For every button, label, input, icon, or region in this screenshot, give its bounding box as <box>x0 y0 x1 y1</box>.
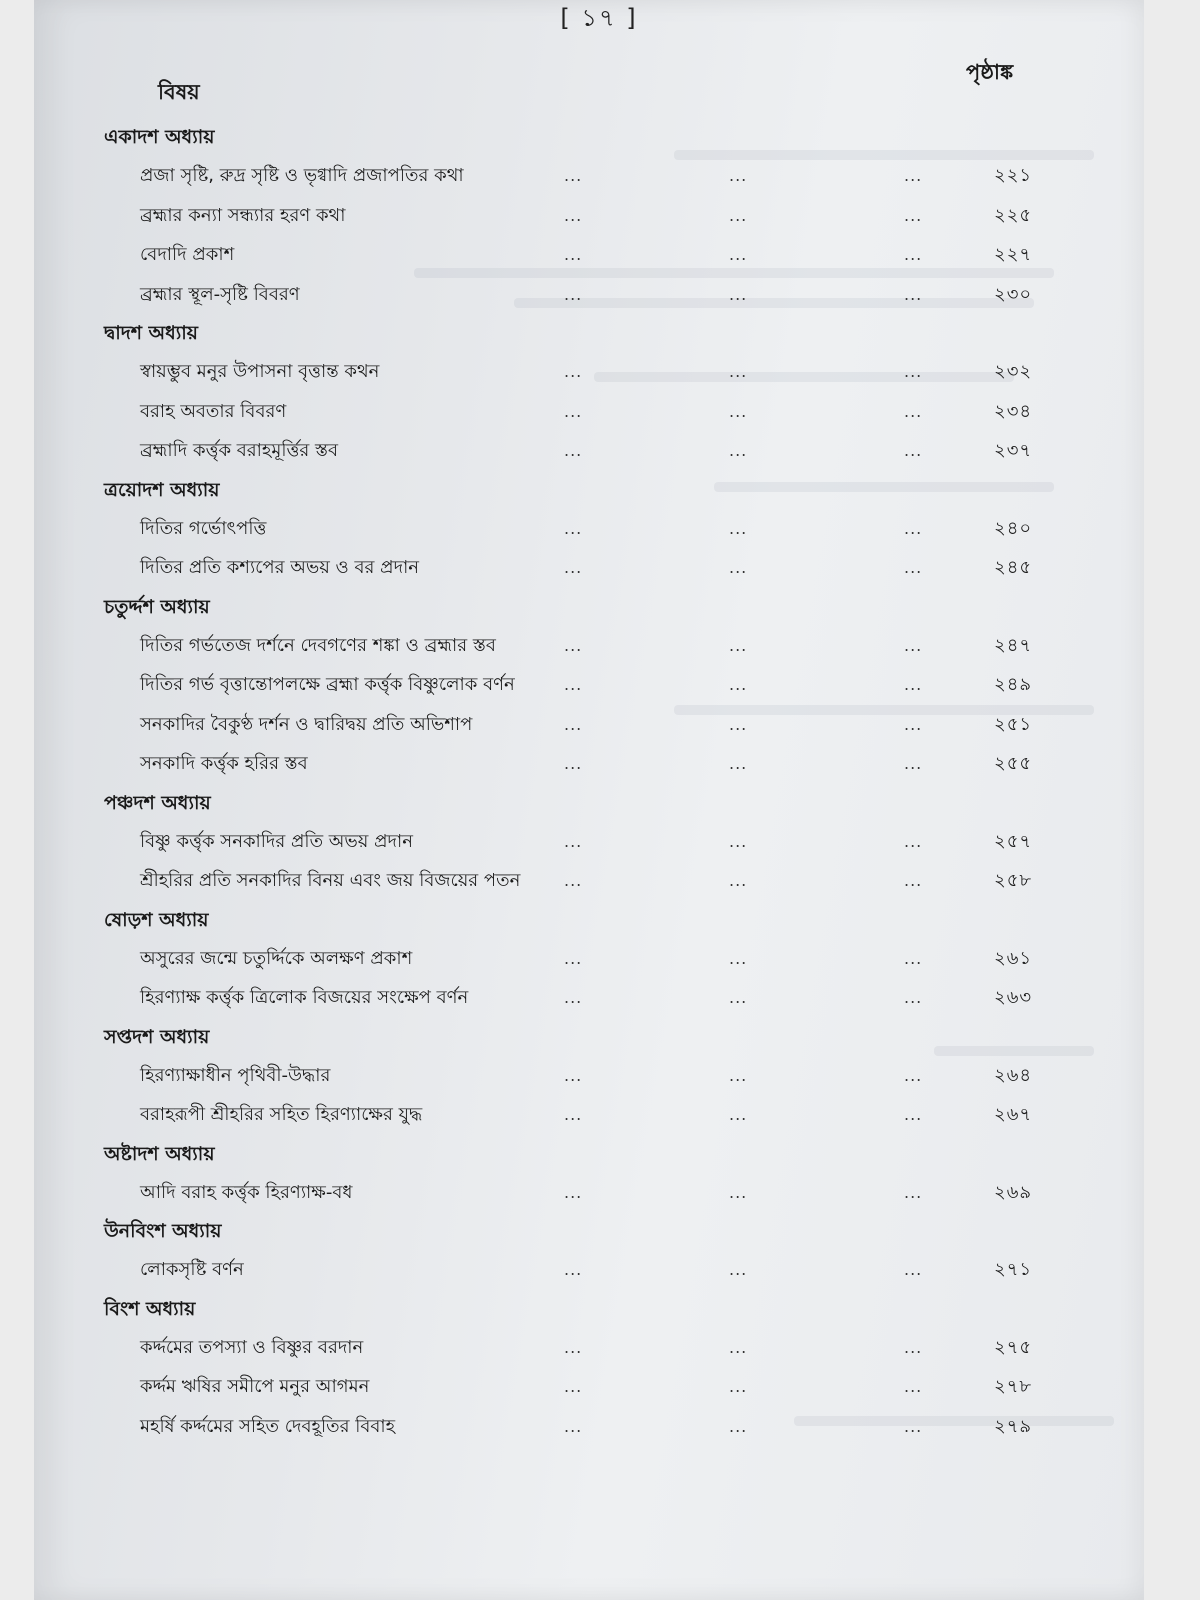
toc-entry <box>74 939 1114 979</box>
leader-dots: ... <box>904 754 923 773</box>
entry-page-number: ২৫৮ <box>994 870 1033 891</box>
entry-page-number: ২৬৯ <box>994 1181 1033 1203</box>
entry-page-number: ২৩০ <box>994 283 1033 305</box>
toc-entry <box>74 1407 1114 1447</box>
chapter-title: সপ্তদশ অধ্যায় <box>104 1025 210 1048</box>
leader-dots: ... <box>904 1377 923 1396</box>
toc-entry <box>74 156 1114 196</box>
entry-page-number: ২৭৯ <box>994 1415 1033 1437</box>
leader-dots: ... <box>564 401 583 421</box>
entry-title: শ্রীহরির প্রতি সনকাদির বিনয় এবং জয় বিজয়ের পতন <box>140 870 521 891</box>
leader-dots: ... <box>904 1182 923 1202</box>
entry-page-number: ২৫৫ <box>994 753 1033 774</box>
page-number: [ ১৭ ] <box>560 4 638 32</box>
leader-dots: ... <box>904 1416 923 1436</box>
leader-dots: ... <box>904 401 923 421</box>
leader-dots: ... <box>729 948 748 968</box>
leader-dots: ... <box>729 245 748 264</box>
entry-page-number: ২৪০ <box>994 517 1033 539</box>
toc-entry <box>74 744 1114 784</box>
entry-title: বরাহ অবতার বিবরণ <box>140 400 287 422</box>
entry-title: ব্রহ্মাদি কর্ত্তৃক বরাহমূর্ত্তির স্তব <box>140 440 338 461</box>
entry-page-number: ২৪৭ <box>994 634 1033 656</box>
chapter-title: উনবিংশ অধ্যায় <box>104 1220 222 1242</box>
toc-entry <box>74 548 1114 588</box>
toc-entry <box>74 235 1114 275</box>
leader-dots: ... <box>729 1105 748 1124</box>
chapter-section <box>74 1212 1114 1290</box>
chapter-title: ত্রয়োদশ অধ্যায় <box>104 478 220 501</box>
entry-title: বেদাদি প্রকাশ <box>140 244 235 265</box>
entry-page-number: ২৫৭ <box>994 830 1033 852</box>
leader-dots: ... <box>904 518 923 538</box>
entry-title: সনকাদি কর্ত্তৃক হরির স্তব <box>140 753 308 774</box>
leader-dots: ... <box>904 1065 923 1085</box>
chapter-title: বিংশ অধ্যায় <box>104 1297 196 1320</box>
chapter-section <box>74 784 1114 901</box>
leader-dots: ... <box>564 714 583 734</box>
toc-entry <box>74 822 1114 862</box>
entry-page-number: ২৩৭ <box>994 440 1033 461</box>
chapter-title: দ্বাদশ অধ্যায় <box>104 322 198 344</box>
toc-entry <box>74 196 1114 236</box>
leader-dots: ... <box>729 441 748 460</box>
leader-dots: ... <box>904 1260 923 1279</box>
toc-entry <box>74 1095 1114 1135</box>
toc-entry <box>74 275 1114 315</box>
chapter-section <box>74 901 1114 1018</box>
entry-page-number: ২৭৫ <box>994 1336 1033 1358</box>
leader-dots: ... <box>729 1377 748 1396</box>
chapter-section <box>74 471 1114 588</box>
leader-dots: ... <box>904 948 923 968</box>
entry-page-number: ২৩২ <box>994 361 1033 382</box>
entry-page-number: ২৬৩ <box>994 987 1033 1008</box>
toc-entry <box>74 509 1114 549</box>
entry-title: দিতির প্রতি কশ্যপের অভয় ও বর প্রদান <box>140 557 420 578</box>
leader-dots: ... <box>564 1260 583 1279</box>
leader-dots: ... <box>564 245 583 264</box>
leader-dots: ... <box>564 675 583 694</box>
leader-dots: ... <box>564 948 583 968</box>
toc-entry <box>74 431 1114 471</box>
leader-dots: ... <box>729 1337 748 1357</box>
entry-page-number: ২৬১ <box>994 947 1033 969</box>
leader-dots: ... <box>564 1065 583 1085</box>
leader-dots: ... <box>564 871 583 890</box>
leader-dots: ... <box>904 1105 923 1124</box>
toc-entry <box>74 861 1114 901</box>
chapter-section <box>74 118 1114 314</box>
entry-title: ব্রহ্মার স্থূল-সৃষ্টি বিবরণ <box>140 283 300 305</box>
leader-dots: ... <box>729 871 748 890</box>
chapter-title: পঞ্চদশ অধ্যায় <box>104 791 211 814</box>
entry-page-number: ২২৫ <box>994 204 1033 226</box>
entry-page-number: ২৭৮ <box>994 1376 1033 1397</box>
entry-title: কর্দ্দম ঋষির সমীপে মনুর আগমন <box>140 1376 370 1397</box>
toc-entry <box>74 1173 1114 1213</box>
leader-dots: ... <box>904 871 923 890</box>
leader-dots: ... <box>564 362 583 381</box>
leader-dots: ... <box>904 362 923 381</box>
leader-dots: ... <box>729 635 748 655</box>
toc-entry <box>74 1250 1114 1290</box>
leader-dots: ... <box>904 714 923 734</box>
leader-dots: ... <box>729 1260 748 1279</box>
leader-dots: ... <box>904 284 923 304</box>
leader-dots: ... <box>904 1337 923 1357</box>
entry-title: অসুরের জন্মে চতুর্দ্দিকে অলক্ষণ প্রকাশ <box>140 947 413 969</box>
leader-dots: ... <box>564 1182 583 1202</box>
toc-entry <box>74 978 1114 1018</box>
leader-dots: ... <box>729 166 748 185</box>
toc-entry <box>74 1367 1114 1407</box>
entry-title: লোকসৃষ্টি বর্ণন <box>140 1259 244 1280</box>
subject-column-header: বিষয় <box>158 80 200 104</box>
leader-dots: ... <box>564 988 583 1007</box>
leader-dots: ... <box>904 166 923 185</box>
entry-title: প্রজা সৃষ্টি, রুদ্র সৃষ্টি ও ভৃগ্বাদি প্রজাপতির কথা <box>140 165 464 186</box>
entry-title: সনকাদির বৈকুণ্ঠ দর্শন ও দ্বারিদ্বয় প্রতি অভিশাপ <box>140 713 473 735</box>
leader-dots: ... <box>564 166 583 185</box>
entry-title: স্বায়ম্ভুব মনুর উপাসনা বৃত্তান্ত কথন <box>140 361 380 382</box>
table-of-contents <box>74 118 1114 1446</box>
entry-title: হিরণ্যাক্ষ কর্ত্তৃক ত্রিলোক বিজয়ের সংক্ষেপ বর্ণন <box>140 987 469 1008</box>
entry-page-number: ২৩৪ <box>994 400 1033 422</box>
entry-page-number: ২৭১ <box>994 1259 1033 1280</box>
leader-dots: ... <box>564 1377 583 1396</box>
entry-page-number: ২৪৫ <box>994 557 1033 578</box>
entry-title: বিষ্ণু কর্ত্তৃক সনকাদির প্রতি অভয় প্রদান <box>140 830 413 852</box>
entry-title: দিতির গর্ভোৎপত্তি <box>140 517 267 539</box>
page-column-header: পৃষ্ঠাঙ্ক <box>966 60 1014 84</box>
entry-title: আদি বরাহ কর্ত্তৃক হিরণ্যাক্ষ-বধ <box>140 1181 353 1203</box>
chapter-section <box>74 1135 1114 1213</box>
toc-entry <box>74 665 1114 705</box>
chapter-title: একাদশ অধ্যায় <box>104 126 215 148</box>
toc-entry <box>74 1056 1114 1096</box>
leader-dots: ... <box>904 441 923 460</box>
entry-page-number: ২৬৪ <box>994 1064 1033 1086</box>
entry-title: ব্রহ্মার কন্যা সন্ধ্যার হরণ কথা <box>140 204 346 226</box>
leader-dots: ... <box>729 754 748 773</box>
chapter-title: চতুর্দ্দশ অধ্যায় <box>104 595 210 618</box>
leader-dots: ... <box>564 1416 583 1436</box>
entry-page-number: ২২১ <box>994 165 1033 186</box>
entry-title: হিরণ্যাক্ষাধীন পৃথিবী-উদ্ধার <box>140 1064 331 1086</box>
toc-entry <box>74 626 1114 666</box>
leader-dots: ... <box>729 988 748 1007</box>
leader-dots: ... <box>904 675 923 694</box>
leader-dots: ... <box>729 1182 748 1202</box>
leader-dots: ... <box>729 558 748 577</box>
leader-dots: ... <box>729 362 748 381</box>
leader-dots: ... <box>729 714 748 734</box>
leader-dots: ... <box>729 401 748 421</box>
entry-title: দিতির গর্ভতেজ দর্শনে দেবগণের শঙ্কা ও ব্রহ্মার স্তব <box>140 634 496 656</box>
leader-dots: ... <box>729 284 748 304</box>
leader-dots: ... <box>729 1416 748 1436</box>
leader-dots: ... <box>729 518 748 538</box>
entry-title: মহর্ষি কর্দ্দমের সহিত দেবহূতির বিবাহ <box>140 1415 396 1437</box>
leader-dots: ... <box>564 754 583 773</box>
entry-title: কর্দ্দমের তপস্যা ও বিষ্ণুর বরদান <box>140 1336 364 1358</box>
entry-title: দিতির গর্ভ বৃত্তান্তোপলক্ষে ব্রহ্মা কর্ত্তৃক বিষ্ণুলোক বর্ণন <box>140 674 515 695</box>
toc-entry <box>74 1328 1114 1368</box>
leader-dots: ... <box>904 245 923 264</box>
leader-dots: ... <box>564 558 583 577</box>
chapter-title: ষোড়শ অধ্যায় <box>104 908 209 931</box>
leader-dots: ... <box>564 635 583 655</box>
toc-entry <box>74 392 1114 432</box>
entry-page-number: ২৫১ <box>994 713 1033 735</box>
leader-dots: ... <box>729 675 748 694</box>
chapter-section <box>74 314 1114 471</box>
leader-dots: ... <box>564 441 583 460</box>
leader-dots: ... <box>564 205 583 225</box>
leader-dots: ... <box>904 558 923 577</box>
toc-entry <box>74 352 1114 392</box>
entry-page-number: ২২৭ <box>994 244 1033 265</box>
leader-dots: ... <box>564 518 583 538</box>
entry-page-number: ২৪৯ <box>994 674 1033 695</box>
leader-dots: ... <box>729 1065 748 1085</box>
leader-dots: ... <box>564 284 583 304</box>
leader-dots: ... <box>904 635 923 655</box>
leader-dots: ... <box>564 831 583 851</box>
chapter-section <box>74 1018 1114 1135</box>
leader-dots: ... <box>729 831 748 851</box>
leader-dots: ... <box>729 205 748 225</box>
chapter-title: অষ্টাদশ অধ্যায় <box>104 1142 215 1165</box>
chapter-section <box>74 588 1114 784</box>
leader-dots: ... <box>904 831 923 851</box>
entry-page-number: ২৬৭ <box>994 1104 1033 1125</box>
book-page <box>34 0 1144 1600</box>
chapter-section <box>74 1290 1114 1447</box>
leader-dots: ... <box>564 1337 583 1357</box>
leader-dots: ... <box>904 205 923 225</box>
leader-dots: ... <box>904 988 923 1007</box>
leader-dots: ... <box>564 1105 583 1124</box>
toc-entry <box>74 705 1114 745</box>
entry-title: বরাহরূপী শ্রীহরির সহিত হিরণ্যাক্ষের যুদ্ধ <box>140 1104 423 1125</box>
